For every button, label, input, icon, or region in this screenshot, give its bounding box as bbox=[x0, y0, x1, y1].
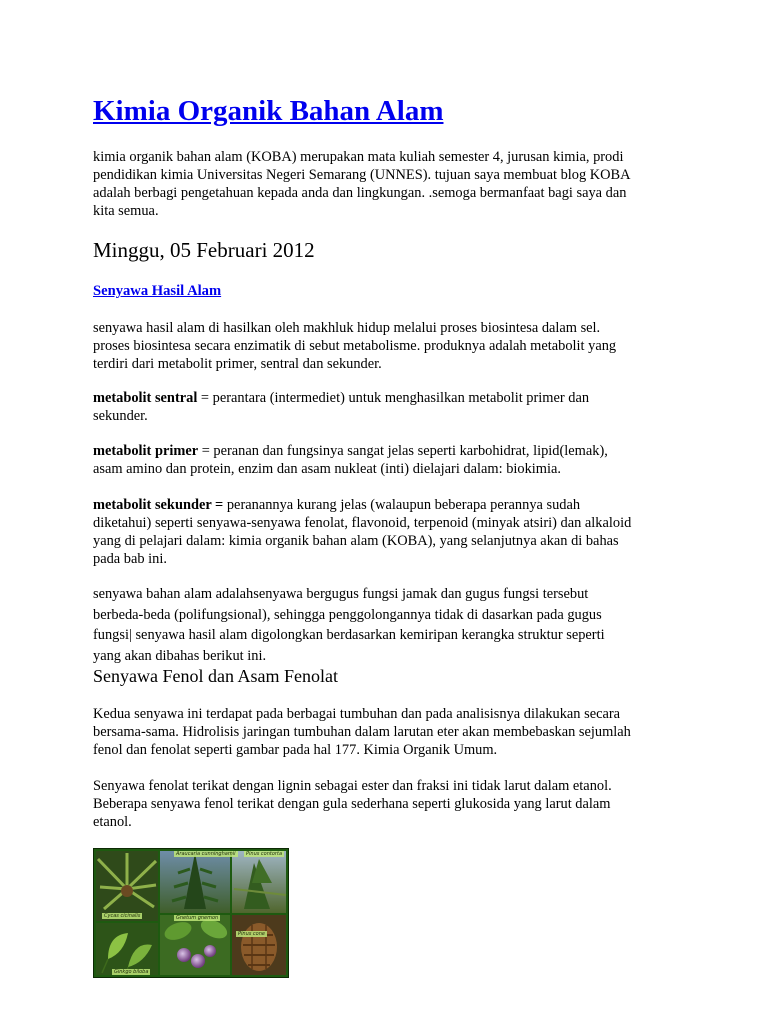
caption-cycas: Cycas cicinalis bbox=[104, 913, 141, 919]
caption-araucaria: Araucaria cunninghamii bbox=[176, 851, 236, 857]
fenol-paragraph-line: fenol dan fenolat seperti gambar pada hal 177. Kimia Organik Umum. bbox=[93, 742, 498, 758]
gugus-fungsi-paragraph bbox=[93, 584, 683, 666]
fenol-paragraph-1 bbox=[93, 705, 683, 759]
metabolit-sekunder-line: pada bab ini. bbox=[93, 551, 167, 567]
blog-description-line: kimia organik bahan alam (KOBA) merupakan mata kuliah semester 4, jurusan kimia, prodi bbox=[93, 149, 624, 165]
post-date-heading: Minggu, 05 Februari 2012 bbox=[93, 238, 315, 262]
fenol-paragraph-2 bbox=[93, 777, 683, 831]
section-heading-fenol: Senyawa Fenol dan Asam Fenolat bbox=[93, 666, 338, 686]
blog-description-line: pendidikan kimia Universitas Negeri Semarang (UNNES). tujuan saya membuat blog KOBA bbox=[93, 167, 631, 183]
pine-cone-photo bbox=[232, 915, 286, 975]
metabolit-primer-line bbox=[93, 442, 683, 460]
metabolit-primer-line: asam amino dan protein, enzim dan asam nukleat (inti) dielajari dalam: biokimia. bbox=[93, 461, 561, 477]
metabolit-sekunder-paragraph bbox=[93, 496, 683, 568]
blog-description-line: kita semua. bbox=[93, 203, 159, 219]
definition-text: = peranan dan fungsinya sangat jelas seperti karbohidrat, lipid(lemak), bbox=[198, 443, 608, 459]
fenol-paragraph-line: Senyawa fenolat terikat dengan lignin sebagai ester dan fraksi ini tidak larut dalam etanol. bbox=[93, 778, 612, 794]
metabolit-sekunder-line: yang di pelajari dalam: kimia organik bahan alam (KOBA), yang selanjutnya akan di bahas bbox=[93, 533, 619, 549]
metabolit-sekunder-line: diketahui) seperti senyawa-senyawa fenolat, flavonoid, terpenoid (minyak atsiri) dan alkaloid bbox=[93, 515, 632, 531]
pinus-photo bbox=[232, 851, 286, 913]
cycad-photo bbox=[96, 851, 158, 921]
post-title-link[interactable]: Senyawa Hasil Alam bbox=[93, 283, 222, 299]
gugus-fungsi-line: fungsi| senyawa hasil alam digolongkan berdasarkan kemiripan kerangka struktur seperti bbox=[93, 627, 605, 643]
post-intro-line: proses biosintesa secara enzimatik di sebut metabolisme. produknya adalah metabolit yang bbox=[93, 338, 617, 354]
gugus-fungsi-line: senyawa bahan alam adalahsenyawa bergugus fungsi jamak dan gugus fungsi tersebut bbox=[93, 586, 589, 602]
term-metabolit-sentral: metabolit sentral bbox=[93, 390, 198, 406]
gnetum-photo bbox=[160, 915, 230, 975]
post-intro-line: terdiri dari metabolit primer, sentral dan sekunder. bbox=[93, 356, 382, 372]
araucaria-photo bbox=[160, 851, 230, 913]
caption-ginkgo: Ginkgo biloba bbox=[114, 969, 149, 975]
metabolit-sentral-paragraph bbox=[93, 389, 683, 425]
blog-title-link[interactable]: Kimia Organik Bahan Alam bbox=[93, 95, 444, 127]
term-metabolit-primer: metabolit primer bbox=[93, 443, 199, 459]
metabolit-primer-paragraph bbox=[93, 442, 683, 478]
caption-pine-cone: Pinus cone bbox=[238, 931, 265, 937]
fenol-paragraph-line: Kedua senyawa ini terdapat pada berbagai tumbuhan dan pada analisisnya dilakukan secara bbox=[93, 706, 621, 722]
fenol-paragraph-line: Beberapa senyawa fenol terikat dengan gula sederhana seperti glukosida yang larut dalam bbox=[93, 796, 611, 812]
blog-description bbox=[93, 148, 683, 220]
definition-text: = perantara (intermediet) untuk menghasilkan metabolit primer dan bbox=[197, 390, 590, 406]
term-metabolit-sekunder: metabolit sekunder = bbox=[93, 497, 224, 513]
metabolit-sentral-line bbox=[93, 389, 683, 407]
plant-photo-collage bbox=[93, 848, 289, 978]
post-intro-line: senyawa hasil alam di hasilkan oleh makhluk hidup melalui proses biosintesa dalam sel. bbox=[93, 320, 601, 336]
metabolit-sentral-line: sekunder. bbox=[93, 408, 148, 424]
metabolit-sekunder-line bbox=[93, 496, 683, 514]
caption-pinus: Pinus contorta bbox=[246, 851, 283, 857]
blog-description-line: adalah berbagi pengetahuan kepada anda dan lingkungan. .semoga bermanfaat bagi saya dan bbox=[93, 185, 627, 201]
gugus-fungsi-line: berbeda-beda (polifungsional), sehingga penggolongannya tidak di dasarkan pada gugus bbox=[93, 606, 602, 623]
caption-gnetum: Gnetum gnemon bbox=[176, 915, 219, 921]
ginkgo-photo bbox=[96, 923, 158, 975]
fenol-paragraph-line: etanol. bbox=[93, 814, 132, 830]
gugus-fungsi-line: yang akan dibahas berikut ini. bbox=[93, 647, 267, 664]
fenol-paragraph-line: bersama-sama. Hidrolisis jaringan tumbuhan dalam larutan eter akan membebaskan sejumlah bbox=[93, 724, 631, 740]
post-intro bbox=[93, 319, 683, 373]
definition-text: peranannya kurang jelas (walaupun beberapa perannya sudah bbox=[223, 497, 581, 513]
